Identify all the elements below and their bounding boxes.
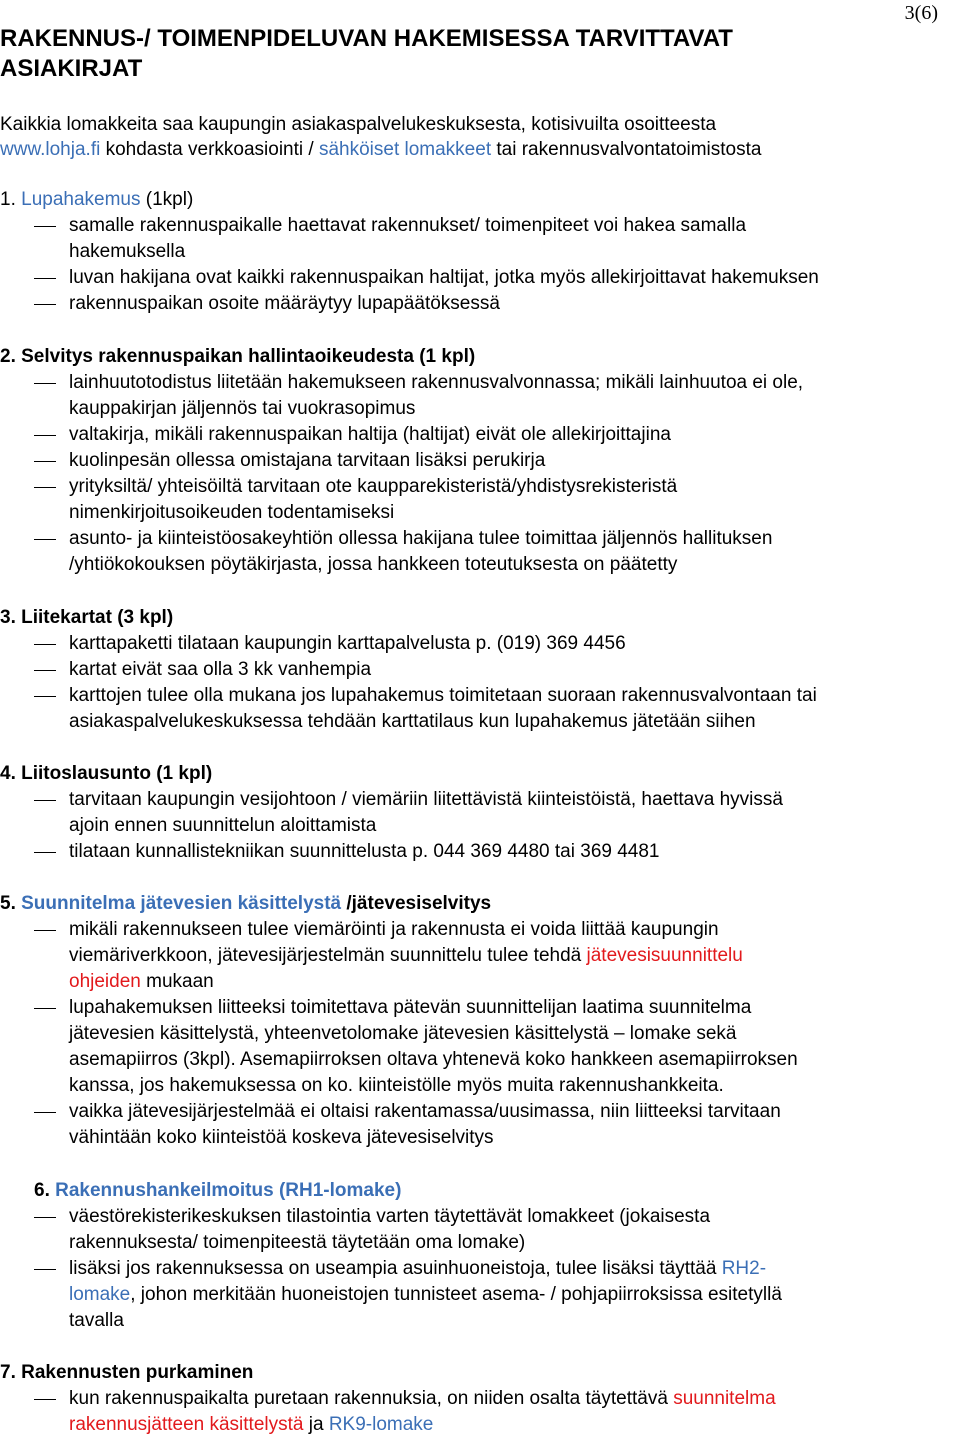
list-item: lisäksi jos rakennuksessa on useampia asuinhuoneistoja, tulee lisäksi täyttää RH2- lomake, johon merkitään huoneistojen tunnisteet asema- / pohjapiirroksissa esitetyllä tavalla xyxy=(0,1256,960,1334)
list-item: yrityksiltä/ yhteisöiltä tarvitaan ote kaupparekisteristä/yhdistysrekisteristä nimenkirjoitusoikeuden todentamiseksi xyxy=(0,474,960,526)
section-3-heading: 3. Liitekartat (3 kpl) xyxy=(0,607,174,628)
list-item: kartat eivät saa olla 3 kk vanhempia xyxy=(0,657,960,683)
list-item: asunto- ja kiinteistöosakeyhtiön ollessa hakijana tulee toimittaa jäljennös hallituksen /yhtiökokouksen pöytäkirjasta, jossa hankkeen toteutuksesta on päätetty xyxy=(0,526,960,578)
rh2-form-link-part1[interactable]: RH2- xyxy=(721,1258,767,1279)
list-item: rakennuspaikan osoite määräytyy lupapäätöksessä xyxy=(0,291,960,317)
list-item: karttojen tulee olla mukana jos lupahakemus toimitetaan suoraan rakennusvalvontaan tai asiakaspalvelukeskuksessa tehdään karttatilaus kun lupahakemus jätetään siihen xyxy=(0,683,960,735)
section-5 xyxy=(0,891,960,1151)
electronic-forms-link[interactable]: sähköiset lomakkeet xyxy=(318,139,492,160)
list-item: lupahakemuksen liitteeksi toimitettava pätevän suunnittelijan laatima suunnitelma jätevesien käsittelystä, yhteenvetolomake jätevesien käsittelystä – lomake sekä asemapiirros (3kpl). Asemapiirroksen oltava yhtenevä koko hankkeen asemapiirroksen kanssa, jos hakemuksessa on ko. kiinteistölle myös muita rakennushankkeita. xyxy=(0,995,960,1099)
list-item: valtakirja, mikäli rakennuspaikan haltija (haltijat) eivät ole allekirjoittajina xyxy=(0,422,960,448)
list-item: karttapaketti tilataan kaupungin karttapalvelusta p. (019) 369 4456 xyxy=(0,631,960,657)
section-7 xyxy=(0,1360,960,1438)
page-number: 3(6) xyxy=(904,2,938,24)
title-line-1: RAKENNUS-/ TOIMENPIDELUVAN HAKEMISESSA TARVITTAVAT xyxy=(0,25,733,52)
wastewater-plan-link[interactable]: Suunnitelma jätevesien käsittelystä xyxy=(21,893,342,914)
section-5-heading: 5. Suunnitelma jätevesien käsittelystä /jätevesiselvitys xyxy=(0,893,492,914)
list-item: tilataan kunnallistekniikan suunnittelusta p. 044 369 4480 tai 369 4481 xyxy=(0,839,960,865)
site-link[interactable]: www.lohja.fi xyxy=(0,139,101,160)
intro-line-1: Kaikkia lomakkeita saa kaupungin asiakaspalvelukeskuksesta, kotisivuilta osoitteesta xyxy=(0,114,717,135)
rk9-form-link[interactable]: RK9-lomake xyxy=(328,1414,434,1435)
section-6-heading: 6. Rakennushankeilmoitus (RH1-lomake) xyxy=(34,1180,402,1201)
application-link[interactable]: Lupahakemus xyxy=(21,189,141,210)
demolition-plan-link-part1[interactable]: suunnitelma xyxy=(673,1388,776,1409)
section-2-heading: 2. Selvitys rakennuspaikan hallintaoikeudesta (1 kpl) xyxy=(0,346,476,367)
list-item: tarvitaan kaupungin vesijohtoon / viemäriin liitettävistä kiinteistöistä, haettava hyvissä ajoin ennen suunnittelun aloittamista xyxy=(0,787,960,839)
list-item: lainhuutotodistus liitetään hakemukseen rakennusvalvonnassa; mikäli lainhuutoa ei ole, kauppakirjan jäljennös tai vuokrasopimus xyxy=(0,370,960,422)
rh2-form-link-part2[interactable]: lomake xyxy=(69,1284,131,1305)
intro-paragraph xyxy=(0,112,761,162)
intro-line-2: www.lohja.fi kohdasta verkkoasiointi / sähköiset lomakkeet tai rakennusvalvontatoimistosta xyxy=(0,139,762,160)
demolition-plan-link-part2[interactable]: rakennusjätteen käsittelystä xyxy=(69,1414,304,1435)
section-4-heading: 4. Liitoslausunto (1 kpl) xyxy=(0,763,213,784)
list-item: kuolinpesän ollessa omistajana tarvitaan lisäksi perukirja xyxy=(0,448,960,474)
section-2 xyxy=(0,344,960,578)
list-item: väestörekisterikeskuksen tilastointia varten täytettävät lomakkeet (jokaisesta rakennuksesta/ toimenpiteestä täytetään oma lomake) xyxy=(0,1204,960,1256)
list-item: vaikka jätevesijärjestelmää ei oltaisi rakentamassa/uusimassa, niin liitteeksi tarvitaan vähintään koko kiinteistöä koskeva jätevesiselvitys xyxy=(0,1099,960,1151)
section-6 xyxy=(0,1178,960,1334)
list-item: mikäli rakennukseen tulee viemäröinti ja rakennusta ei voida liittää kaupungin viemäriverkkoon, jätevesijärjestelmän suunnittelu tulee tehdä jätevesisuunnittelu ohjeiden mukaan xyxy=(0,917,960,995)
title-line-2: ASIAKIRJAT xyxy=(0,55,143,82)
section-7-heading: 7. Rakennusten purkaminen xyxy=(0,1362,254,1383)
list-item: luvan hakijana ovat kaikki rakennuspaikan haltijat, jotka myös allekirjoittavat hakemuksen xyxy=(0,265,960,291)
rh1-form-link[interactable]: Rakennushankeilmoitus (RH1-lomake) xyxy=(55,1180,402,1201)
section-3 xyxy=(0,605,960,735)
instructions-link[interactable]: ohjeiden xyxy=(69,971,141,992)
list-item: kun rakennuspaikalta puretaan rakennuksia, on niiden osalta täytettävä suunnitelma rakennusjätteen käsittelystä ja RK9-lomake xyxy=(0,1386,960,1438)
section-4 xyxy=(0,761,960,865)
section-1-heading: 1. Lupahakemus (1kpl) xyxy=(0,189,194,210)
wastewater-design-link[interactable]: jätevesisuunnittelu xyxy=(586,945,743,966)
page-title xyxy=(0,24,860,84)
list-item: samalle rakennuspaikalle haettavat rakennukset/ toimenpiteet voi hakea samalla hakemuksella xyxy=(0,213,960,265)
section-1 xyxy=(0,187,960,317)
